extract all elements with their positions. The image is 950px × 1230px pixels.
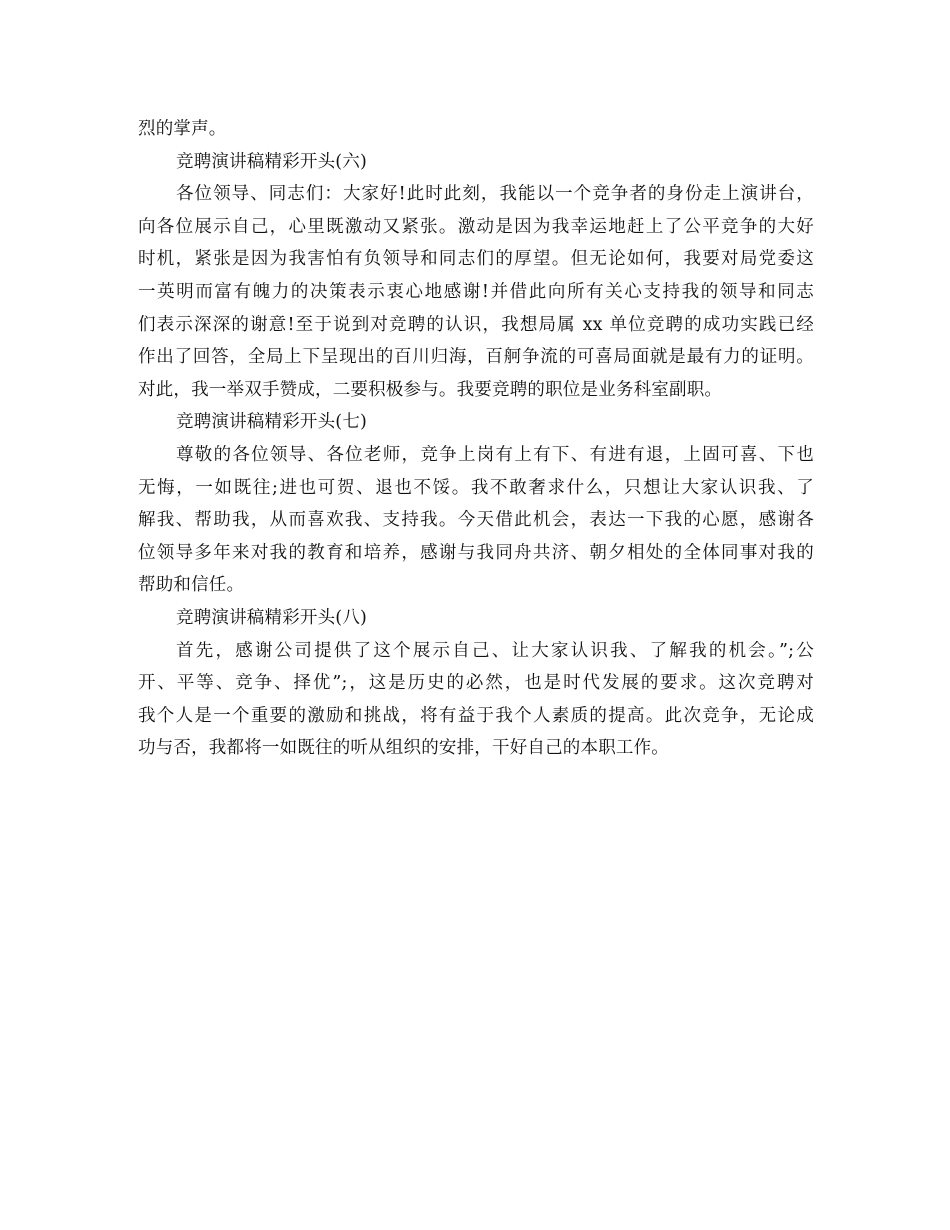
paragraph-line: 我个人是一个重要的激励和挑战，将有益于我个人素质的提高。此次竞争，无论成 (138, 705, 814, 726)
paragraph-line: 首先，感谢公司提供了这个展示自己、让大家认识我、了解我的机会。”;公 (176, 640, 814, 661)
section-paragraph (138, 635, 814, 765)
section-paragraph (138, 178, 814, 406)
document-body (138, 113, 814, 765)
paragraph-line: 无悔，一如既往;进也可贺、退也不馁。我不敢奢求什么，只想让大家认识我、了 (138, 477, 814, 498)
paragraph-line: 功与否，我都将一如既往的听从组织的安排，干好自己的本职工作。 (138, 738, 669, 759)
paragraph-line: 位领导多年来对我的教育和培养，感谢与我同舟共济、朝夕相处的全体同事对我的 (138, 542, 814, 563)
paragraph-line: 们表示深深的谢意!至于说到对竞聘的认识，我想局属 xx 单位竞聘的成功实践已经 (138, 314, 814, 335)
paragraph-line: 作出了回答，全局上下呈现出的百川归海，百舸争流的可喜局面就是最有力的证明。 (138, 347, 814, 368)
paragraph-line: 解我、帮助我，从而喜欢我、支持我。今天借此机会，表达一下我的心愿，感谢各 (138, 510, 814, 531)
paragraph-line: 一英明而富有魄力的决策表示衷心地感谢!并借此向所有关心支持我的领导和同志 (138, 281, 814, 302)
paragraph-line: 向各位展示自己，心里既激动又紧张。激动是因为我幸运地赶上了公平竞争的大好 (138, 216, 814, 237)
paragraph-line: 帮助和信任。 (138, 575, 245, 596)
section-heading: 竞聘演讲稿精彩开头(六) (176, 151, 368, 172)
section-heading: 竞聘演讲稿精彩开头(七) (176, 412, 368, 433)
paragraph-line: 尊敬的各位领导、各位老师，竞争上岗有上有下、有进有退，上固可喜、下也 (176, 444, 814, 465)
paragraph-line: 时机，紧张是因为我害怕有负领导和同志们的厚望。但无论如何，我要对局党委这 (138, 249, 814, 270)
section-heading: 竞聘演讲稿精彩开头(八) (176, 607, 368, 628)
paragraph-line: 对此，我一举双手赞成，二要积极参与。我要竞聘的职位是业务科室副职。 (138, 379, 723, 400)
paragraph-line: 开、平等、竞争、择优”;，这是历史的必然，也是时代发展的要求。这次竞聘对 (138, 673, 814, 694)
paragraph-line: 烈的掌声。 (138, 119, 227, 139)
paragraph-line: 各位领导、同志们：大家好!此时此刻，我能以一个竞争者的身份走上演讲台， (176, 184, 814, 205)
section-paragraph (138, 439, 814, 602)
